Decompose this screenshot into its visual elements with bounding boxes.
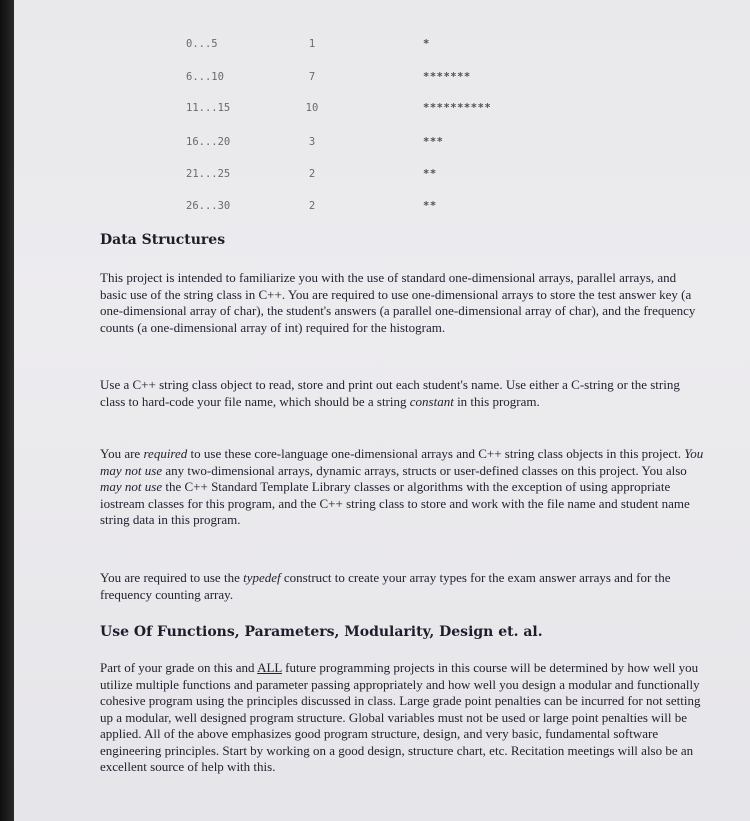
histogram-count: 1 [308,38,316,50]
paragraph-text: construct to create your array types for the exam answer arrays and for the frequency counting array. [100,570,671,602]
paragraph-text: the C++ Standard Template Library classes or algorithms with the exception of using appropriate iostream classes for this program, and the C++ string class to store and work with the file name and student name string data in this program. [100,479,690,527]
paragraph-text: You are required to use the [100,570,244,585]
paragraph-text: You are [100,446,144,461]
histogram-range: 26...30 [186,200,231,212]
histogram-count: 10 [305,102,319,114]
underlined-text: ALL [257,660,282,675]
histogram-stars: ** [423,168,437,180]
histogram-count: 2 [308,200,316,212]
histogram-range: 0...5 [186,38,218,50]
paragraph-text: to use these core-language one-dimensional arrays and C++ string class objects in this project. [187,446,685,461]
data-structures-paragraph-2 [100,377,706,410]
histogram-range: 16...20 [186,136,231,148]
histogram-row [14,71,750,91]
histogram-range: 6...10 [186,71,224,83]
histogram-stars: * [423,38,430,50]
paragraph-text: Part of your grade on this and [100,660,258,675]
document-page [14,0,750,821]
histogram-range: 11...15 [186,102,231,114]
histogram-count: 2 [308,168,316,180]
data-structures-paragraph-1: This project is intended to familiarize you with the use of standard one-dimensional arrays, parallel arrays, and basic use of the string class in C++. You are required to use one-dimensional arrays to store the test answer key (a one-dimensional array of char), the student's answers (a parallel one-dimensional array of char), and the frequency counts (a one-dimensional array of int) required for the histogram. [100,270,696,335]
functions-heading: Use Of Functions, Parameters, Modularity, Design et. al. [100,624,543,640]
emphasis-text: typedef [243,570,281,585]
histogram-row [14,136,750,156]
histogram-stars: ** [423,200,437,212]
histogram-row [14,168,750,188]
emphasis-text: You may not use [100,446,704,478]
paragraph-text: any two-dimensional arrays, dynamic arrays, structs or user-defined classes on this project. You also [162,462,687,478]
data-structures-paragraph-3 [100,446,706,529]
histogram-stars: *** [423,136,444,148]
histogram-row [14,200,750,220]
functions-paragraph [100,660,706,776]
data-structures-paragraph-4 [100,570,706,603]
paragraph-text: future programming projects in this course will be determined by how well you utilize multiple functions and parameter passing appropriately and how well you design a modular and functionally cohesive program using the principles discussed in class. Large grade point penalties can be incurred for not setting up a modular, well designed program structure. Global variables must not be used or large point penalties will be applied. All of the above emphasizes good program structure, design, and very basic, fundamental software engineering principles. Start by working on a good design, structure chart, etc. Recitation meetings will also be an excellent source of help with this. [100,660,701,774]
histogram-count: 3 [308,136,316,148]
paragraph-text: Use a C++ string class object to read, store and print out each student's name. Use either a C-string or the string class to hard-code your file name, which should be a string [100,377,680,409]
emphasis-text: constant [409,393,454,409]
dark-background-edge [0,0,14,821]
histogram-row [14,38,750,58]
histogram-row [14,102,750,122]
data-structures-heading: Data Structures [100,232,226,248]
emphasis-text: may not use [100,479,163,494]
emphasis-text: required [143,446,188,461]
histogram-stars: ******* [423,71,471,83]
paragraph-text: in this program. [453,393,540,409]
histogram-stars: ********** [423,102,492,114]
histogram-count: 7 [308,71,316,83]
histogram-range: 21...25 [186,168,231,180]
